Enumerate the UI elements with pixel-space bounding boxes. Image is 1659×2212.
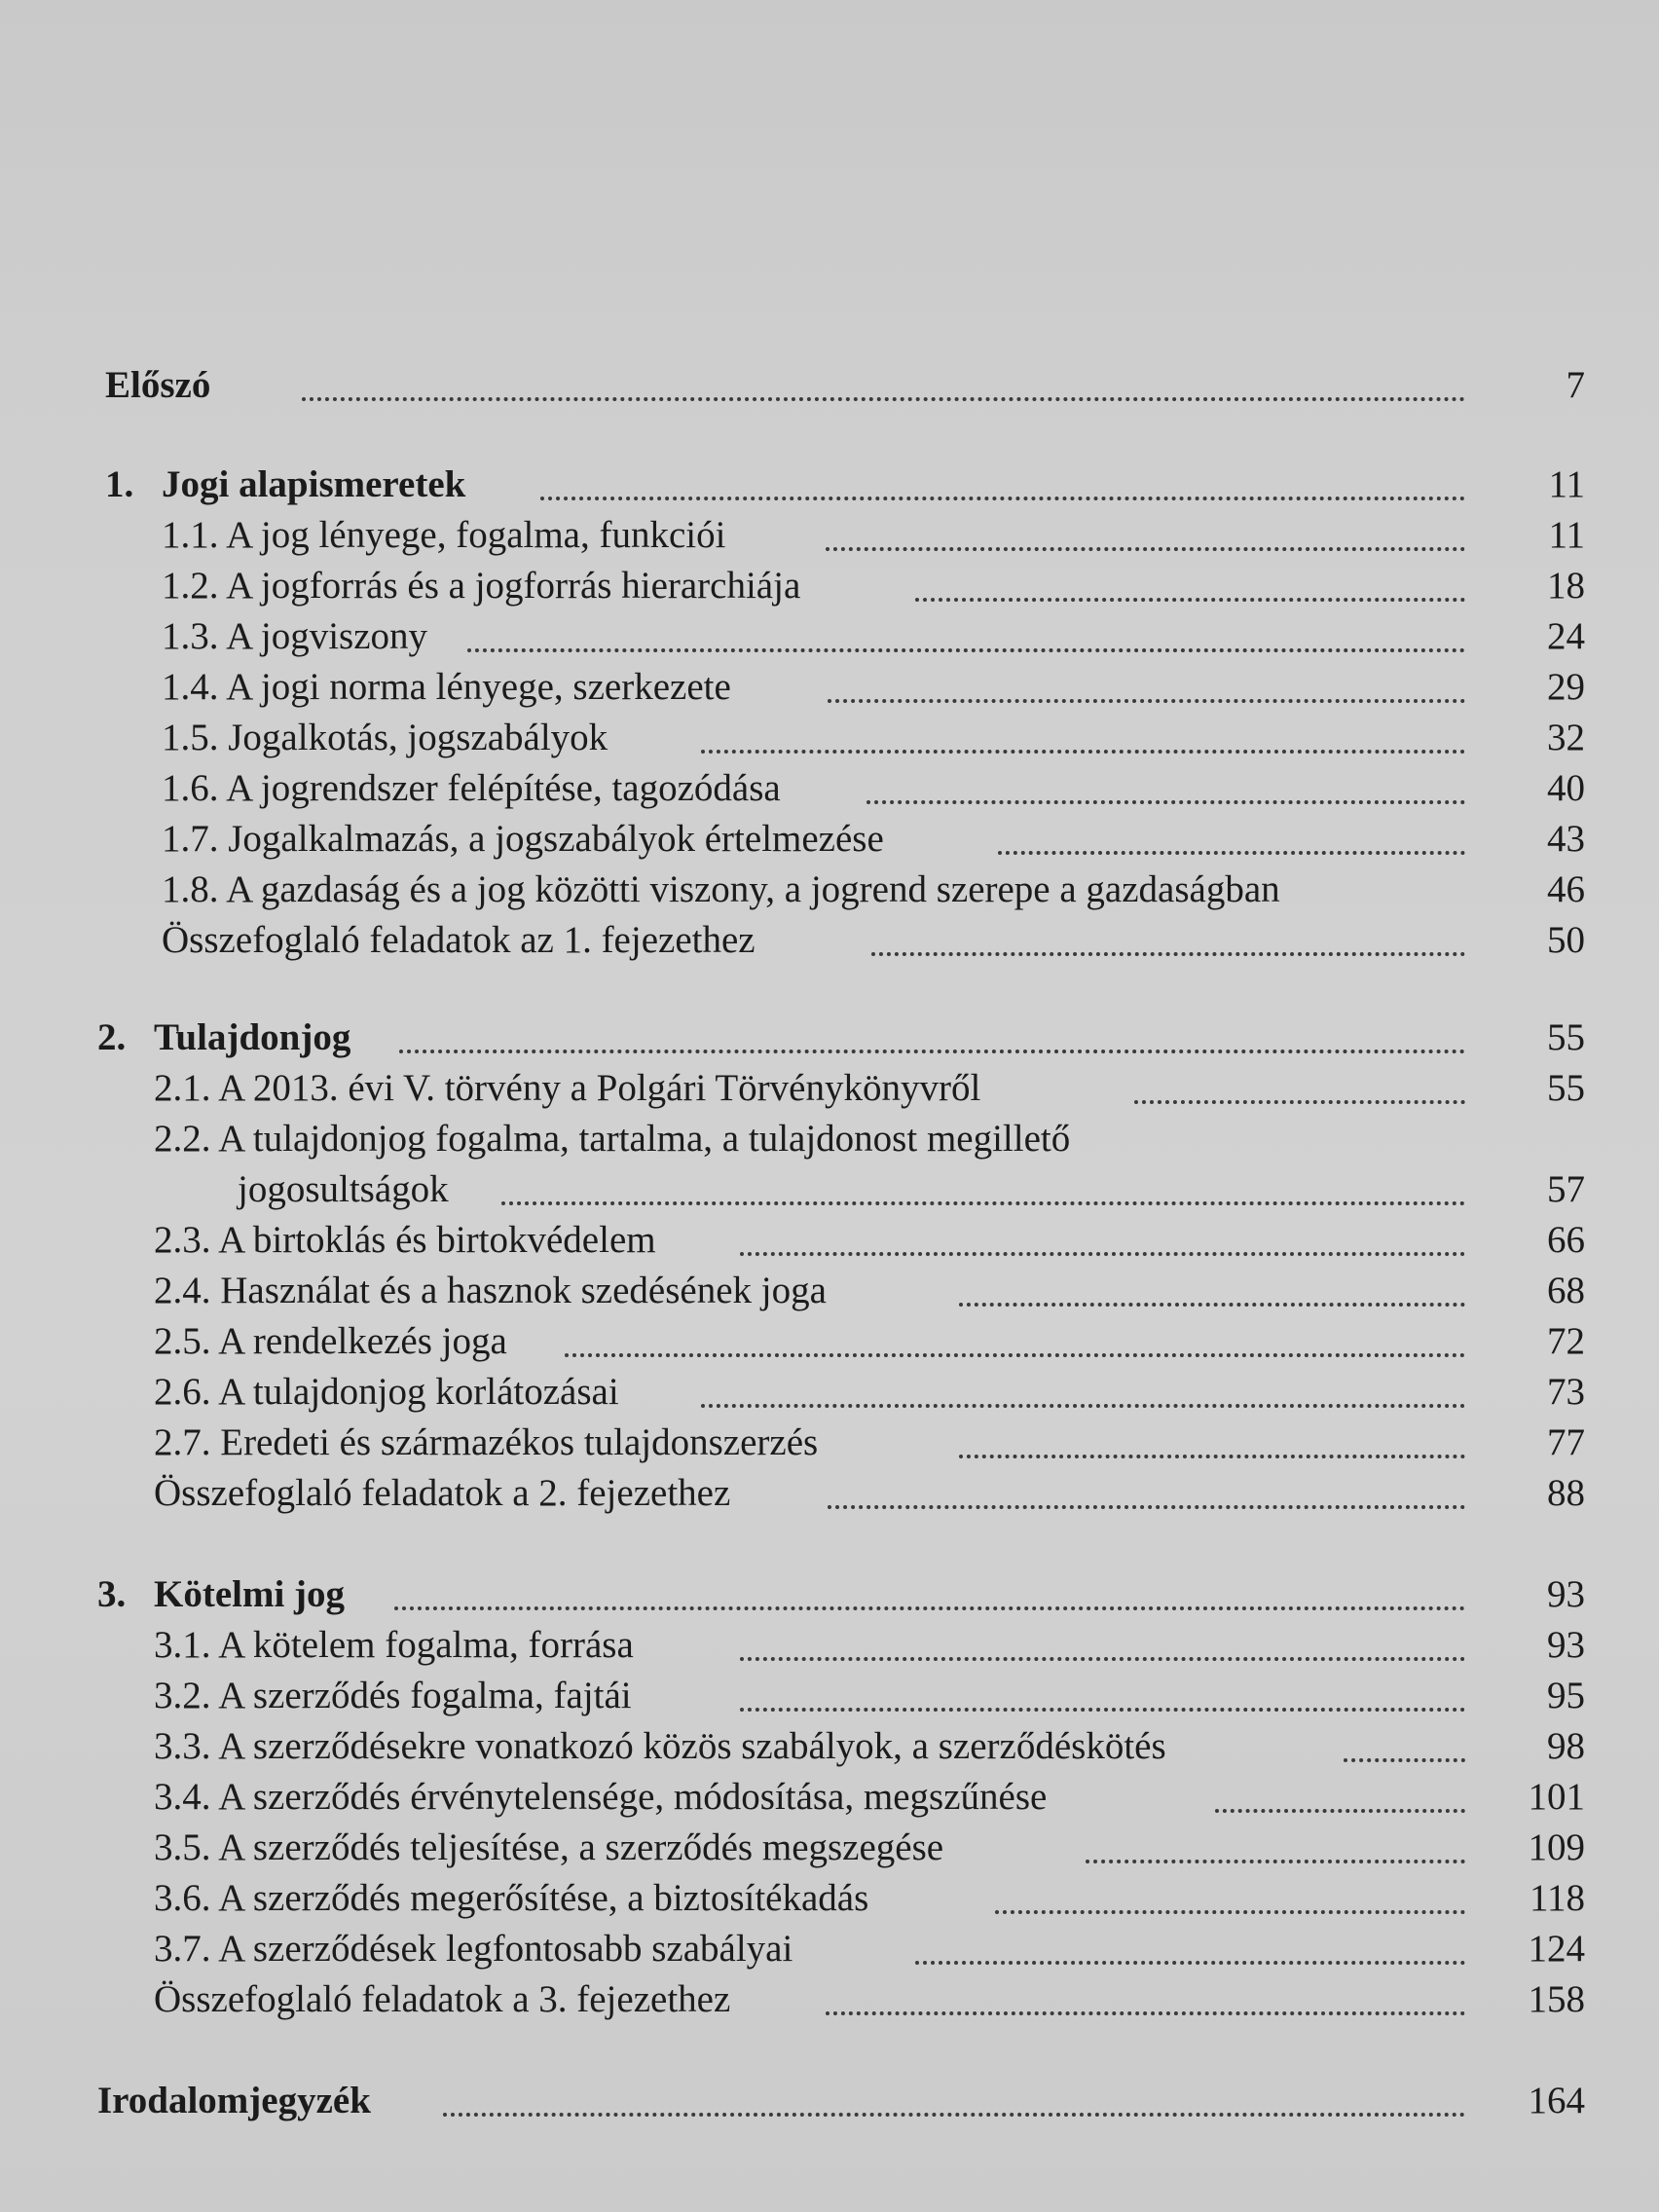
entry-label: 3.6. A szerződés megerősítése, a biztosítékadás (154, 1877, 869, 1919)
dot-leader (501, 1155, 1465, 1205)
dot-leader (1134, 1053, 1465, 1104)
toc-entry (0, 1063, 1659, 1114)
page-number: 88 (1547, 1472, 1585, 1514)
entry-label: 2.6. A tulajdonjog korlátozásai (154, 1371, 619, 1413)
dot-leader (1344, 1712, 1465, 1762)
page-number: 66 (1547, 1219, 1585, 1261)
dot-leader (565, 1307, 1465, 1357)
toc-entry-summary (0, 915, 1659, 966)
page-number: 7 (1566, 364, 1585, 406)
page-number: 40 (1547, 767, 1585, 809)
dot-leader (959, 1256, 1465, 1307)
entry-label: Előszó (105, 364, 211, 406)
toc-entry-summary (0, 1974, 1659, 2025)
entry-label: Irodalomjegyzék (97, 2080, 371, 2121)
chapter-title: Kötelmi jog (154, 1573, 346, 1615)
dot-leader (302, 350, 1465, 401)
dot-leader (995, 1863, 1465, 1914)
toc-entry-foreword (0, 360, 1659, 411)
page-number: 29 (1547, 666, 1585, 708)
dot-leader (915, 1914, 1465, 1965)
entry-label: 3.5. A szerződés teljesítése, a szerződés megszegése (154, 1826, 944, 1868)
entry-label: 2.4. Használat és a hasznok szedésének joga (154, 1270, 827, 1311)
entry-label: 3.4. A szerződés érvénytelensége, módosítása, megszűnése (154, 1776, 1048, 1818)
entry-label: 1.4. A jogi norma lényege, szerkezete (162, 666, 731, 708)
entry-label: 3.7. A szerződések legfontosabb szabályai (154, 1928, 793, 1970)
dot-leader (467, 602, 1465, 652)
entry-label: Összefoglaló feladatok az 1. fejezethez (162, 919, 756, 961)
dot-leader (399, 1003, 1465, 1053)
entry-label-continuation: jogosultságok (238, 1168, 449, 1210)
page-number: 77 (1547, 1421, 1585, 1463)
entry-label: 2.3. A birtoklás és birtokvédelem (154, 1219, 656, 1261)
page-number: 158 (1528, 1978, 1585, 2020)
dot-leader (998, 804, 1465, 855)
page-number: 43 (1547, 818, 1585, 860)
entry-label: Összefoglaló feladatok a 3. fejezethez (154, 1978, 731, 2020)
page-number: 164 (1528, 2080, 1585, 2121)
dot-leader (740, 1661, 1465, 1712)
dot-leader (828, 1458, 1465, 1509)
page-number: 72 (1547, 1320, 1585, 1362)
page-number: 95 (1547, 1675, 1585, 1716)
page-number: 57 (1547, 1168, 1585, 1210)
entry-label: 1.2. A jogforrás és a jogforrás hierarchiája (162, 565, 801, 607)
chapter-title: Jogi alapismeretek (162, 463, 466, 505)
entry-label: 3.3. A szerződésekre vonatkozó közös szabályok, a szerződéskötés (154, 1725, 1166, 1767)
dot-leader (1215, 1762, 1465, 1813)
page-number: 124 (1528, 1928, 1585, 1970)
page-number: 93 (1547, 1624, 1585, 1666)
dot-leader (828, 652, 1465, 703)
entry-label: 1.3. A jogviszony (162, 615, 428, 657)
page-number: 118 (1529, 1877, 1585, 1919)
entry-label: 2.1. A 2013. évi V. törvény a Polgári Törvénykönyvről (154, 1067, 981, 1109)
entry-label: 1.5. Jogalkotás, jogszabályok (162, 717, 608, 758)
dot-leader (1086, 1813, 1465, 1863)
page-number: 11 (1548, 514, 1585, 556)
dot-leader (701, 703, 1465, 754)
dot-leader (826, 1965, 1465, 2015)
entry-label: 1.7. Jogalkalmazás, a jogszabályok értelmezése (162, 818, 884, 860)
page-number: 55 (1547, 1016, 1585, 1058)
page-number: 32 (1547, 717, 1585, 758)
page-number: 68 (1547, 1270, 1585, 1311)
dot-leader (443, 2066, 1465, 2117)
entry-label: 1.8. A gazdaság és a jog közötti viszony, a jogrend szerepe a gazdaságban (162, 868, 1280, 910)
page-number: 24 (1547, 615, 1585, 657)
dot-leader (394, 1560, 1465, 1610)
dot-leader (959, 1408, 1465, 1458)
entry-label: 3.1. A kötelem fogalma, forrása (154, 1624, 634, 1666)
entry-label: 2.7. Eredeti és származékos tulajdonszerzés (154, 1421, 819, 1463)
chapter-number: 2. (97, 1016, 127, 1058)
chapter-number: 3. (97, 1573, 127, 1615)
page-number: 93 (1547, 1573, 1585, 1615)
dot-leader (740, 1205, 1465, 1256)
page-number: 50 (1547, 919, 1585, 961)
entry-label: Összefoglaló feladatok a 2. fejezethez (154, 1472, 731, 1514)
entry-label: 2.2. A tulajdonjog fogalma, tartalma, a tulajdonost megillető (154, 1118, 1071, 1160)
entry-label: 3.2. A szerződés fogalma, fajtái (154, 1675, 632, 1716)
toc-entry-bibliography (0, 2076, 1659, 2126)
page-number: 101 (1528, 1776, 1585, 1818)
dot-leader (866, 754, 1465, 804)
page-number: 46 (1547, 868, 1585, 910)
dot-leader (826, 500, 1465, 551)
entry-label: 1.6. A jogrendszer felépítése, tagozódása (162, 767, 781, 809)
page-number: 55 (1547, 1067, 1585, 1109)
toc-entry (0, 814, 1659, 865)
dot-leader (540, 450, 1465, 500)
toc-entry-summary (0, 1468, 1659, 1519)
dot-leader (701, 1357, 1465, 1408)
page-number: 73 (1547, 1371, 1585, 1413)
entry-label: 2.5. A rendelkezés joga (154, 1320, 507, 1362)
dot-leader (740, 1610, 1465, 1661)
entry-label: 1.1. A jog lényege, fogalma, funkciói (162, 514, 726, 556)
chapter-title: Tulajdonjog (154, 1016, 351, 1058)
page-number: 11 (1548, 463, 1585, 505)
page-number: 18 (1547, 565, 1585, 607)
dot-leader (915, 551, 1465, 602)
page-number: 109 (1528, 1826, 1585, 1868)
dot-leader (871, 905, 1465, 956)
page-number: 98 (1547, 1725, 1585, 1767)
chapter-number: 1. (105, 463, 134, 505)
